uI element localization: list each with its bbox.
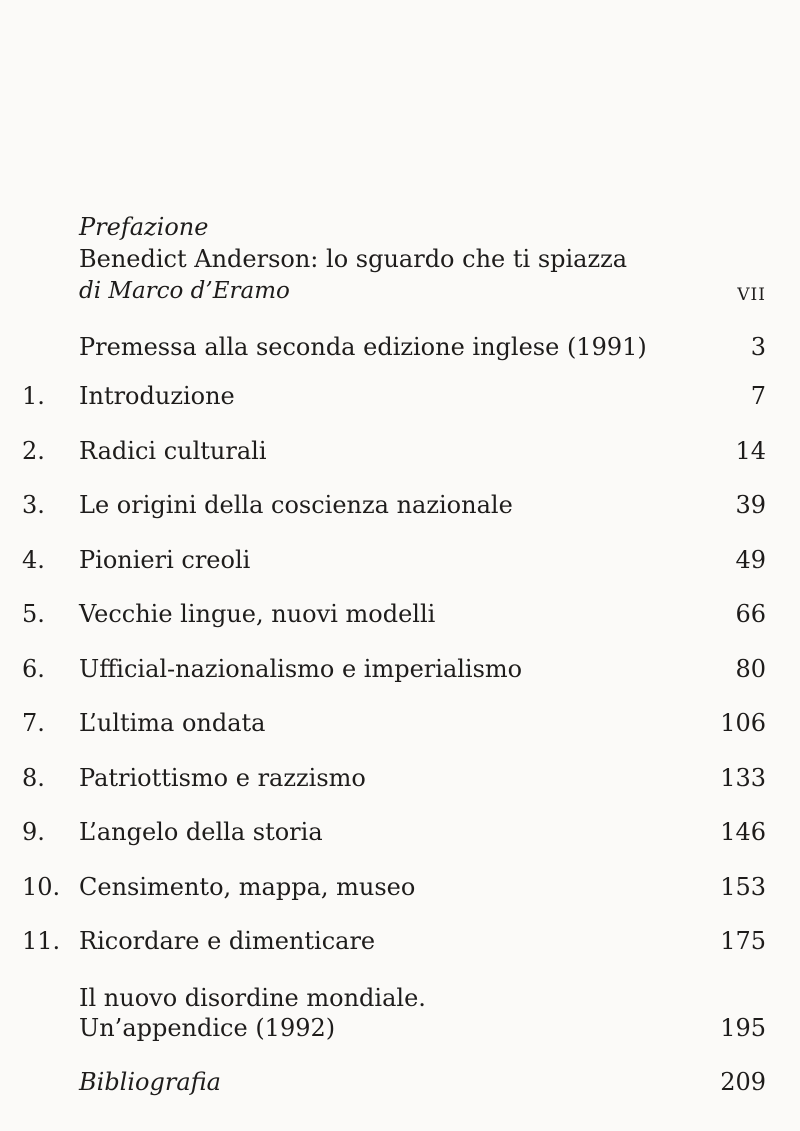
chapter-page: 49 [735,546,766,574]
chapter-number: 9. [22,818,45,846]
chapter-number: 2. [22,437,45,465]
chapter-page: 106 [720,709,766,737]
preface-heading: Prefazione [79,213,209,241]
bibliography-title: Bibliografia [79,1068,221,1096]
chapter-page: 66 [735,600,766,628]
chapter-number: 8. [22,764,45,792]
chapter-number: 1. [22,382,45,410]
chapter-title: L’ultima ondata [79,709,266,737]
chapter-title: Ricordare e dimenticare [79,927,376,955]
chapter-page: 146 [720,818,766,846]
chapter-number: 5. [22,600,45,628]
chapter-title: Pionieri creoli [79,546,251,574]
chapter-number: 10. [22,873,61,901]
chapter-number: 4. [22,546,45,574]
chapter-number: 7. [22,709,45,737]
preface-page: VII [737,285,766,305]
premessa-page: 3 [750,333,766,361]
chapter-title: Radici culturali [79,437,267,465]
chapter-page: 39 [735,491,766,519]
chapter-title: Patriottismo e razzismo [79,764,366,792]
chapter-title: Le origini della coscienza nazionale [79,491,513,519]
chapter-page: 7 [750,382,766,410]
appendix-title-line1: Il nuovo disordine mondiale. [79,984,426,1012]
chapter-title: Censimento, mappa, museo [79,873,416,901]
appendix-title-line2: Un’appendice (1992) [79,1014,336,1042]
premessa-title: Premessa alla seconda edizione inglese (1991) [79,333,647,361]
bibliography-page: 209 [720,1068,766,1096]
chapter-page: 14 [735,437,766,465]
chapter-page: 153 [720,873,766,901]
chapter-title: Introduzione [79,382,235,410]
preface-title: Benedict Anderson: lo sguardo che ti spiazza [79,245,628,273]
chapter-title: Ufficial-nazionalismo e imperialismo [79,655,523,683]
chapter-number: 11. [22,927,61,955]
preface-author: di Marco d’Eramo [79,278,290,304]
chapter-number: 6. [22,655,45,683]
chapter-number: 3. [22,491,45,519]
appendix-page: 195 [720,1014,766,1042]
chapter-page: 80 [735,655,766,683]
chapter-page: 133 [720,764,766,792]
chapter-title: Vecchie lingue, nuovi modelli [79,600,436,628]
chapter-title: L’angelo della storia [79,818,323,846]
chapter-page: 175 [720,927,766,955]
